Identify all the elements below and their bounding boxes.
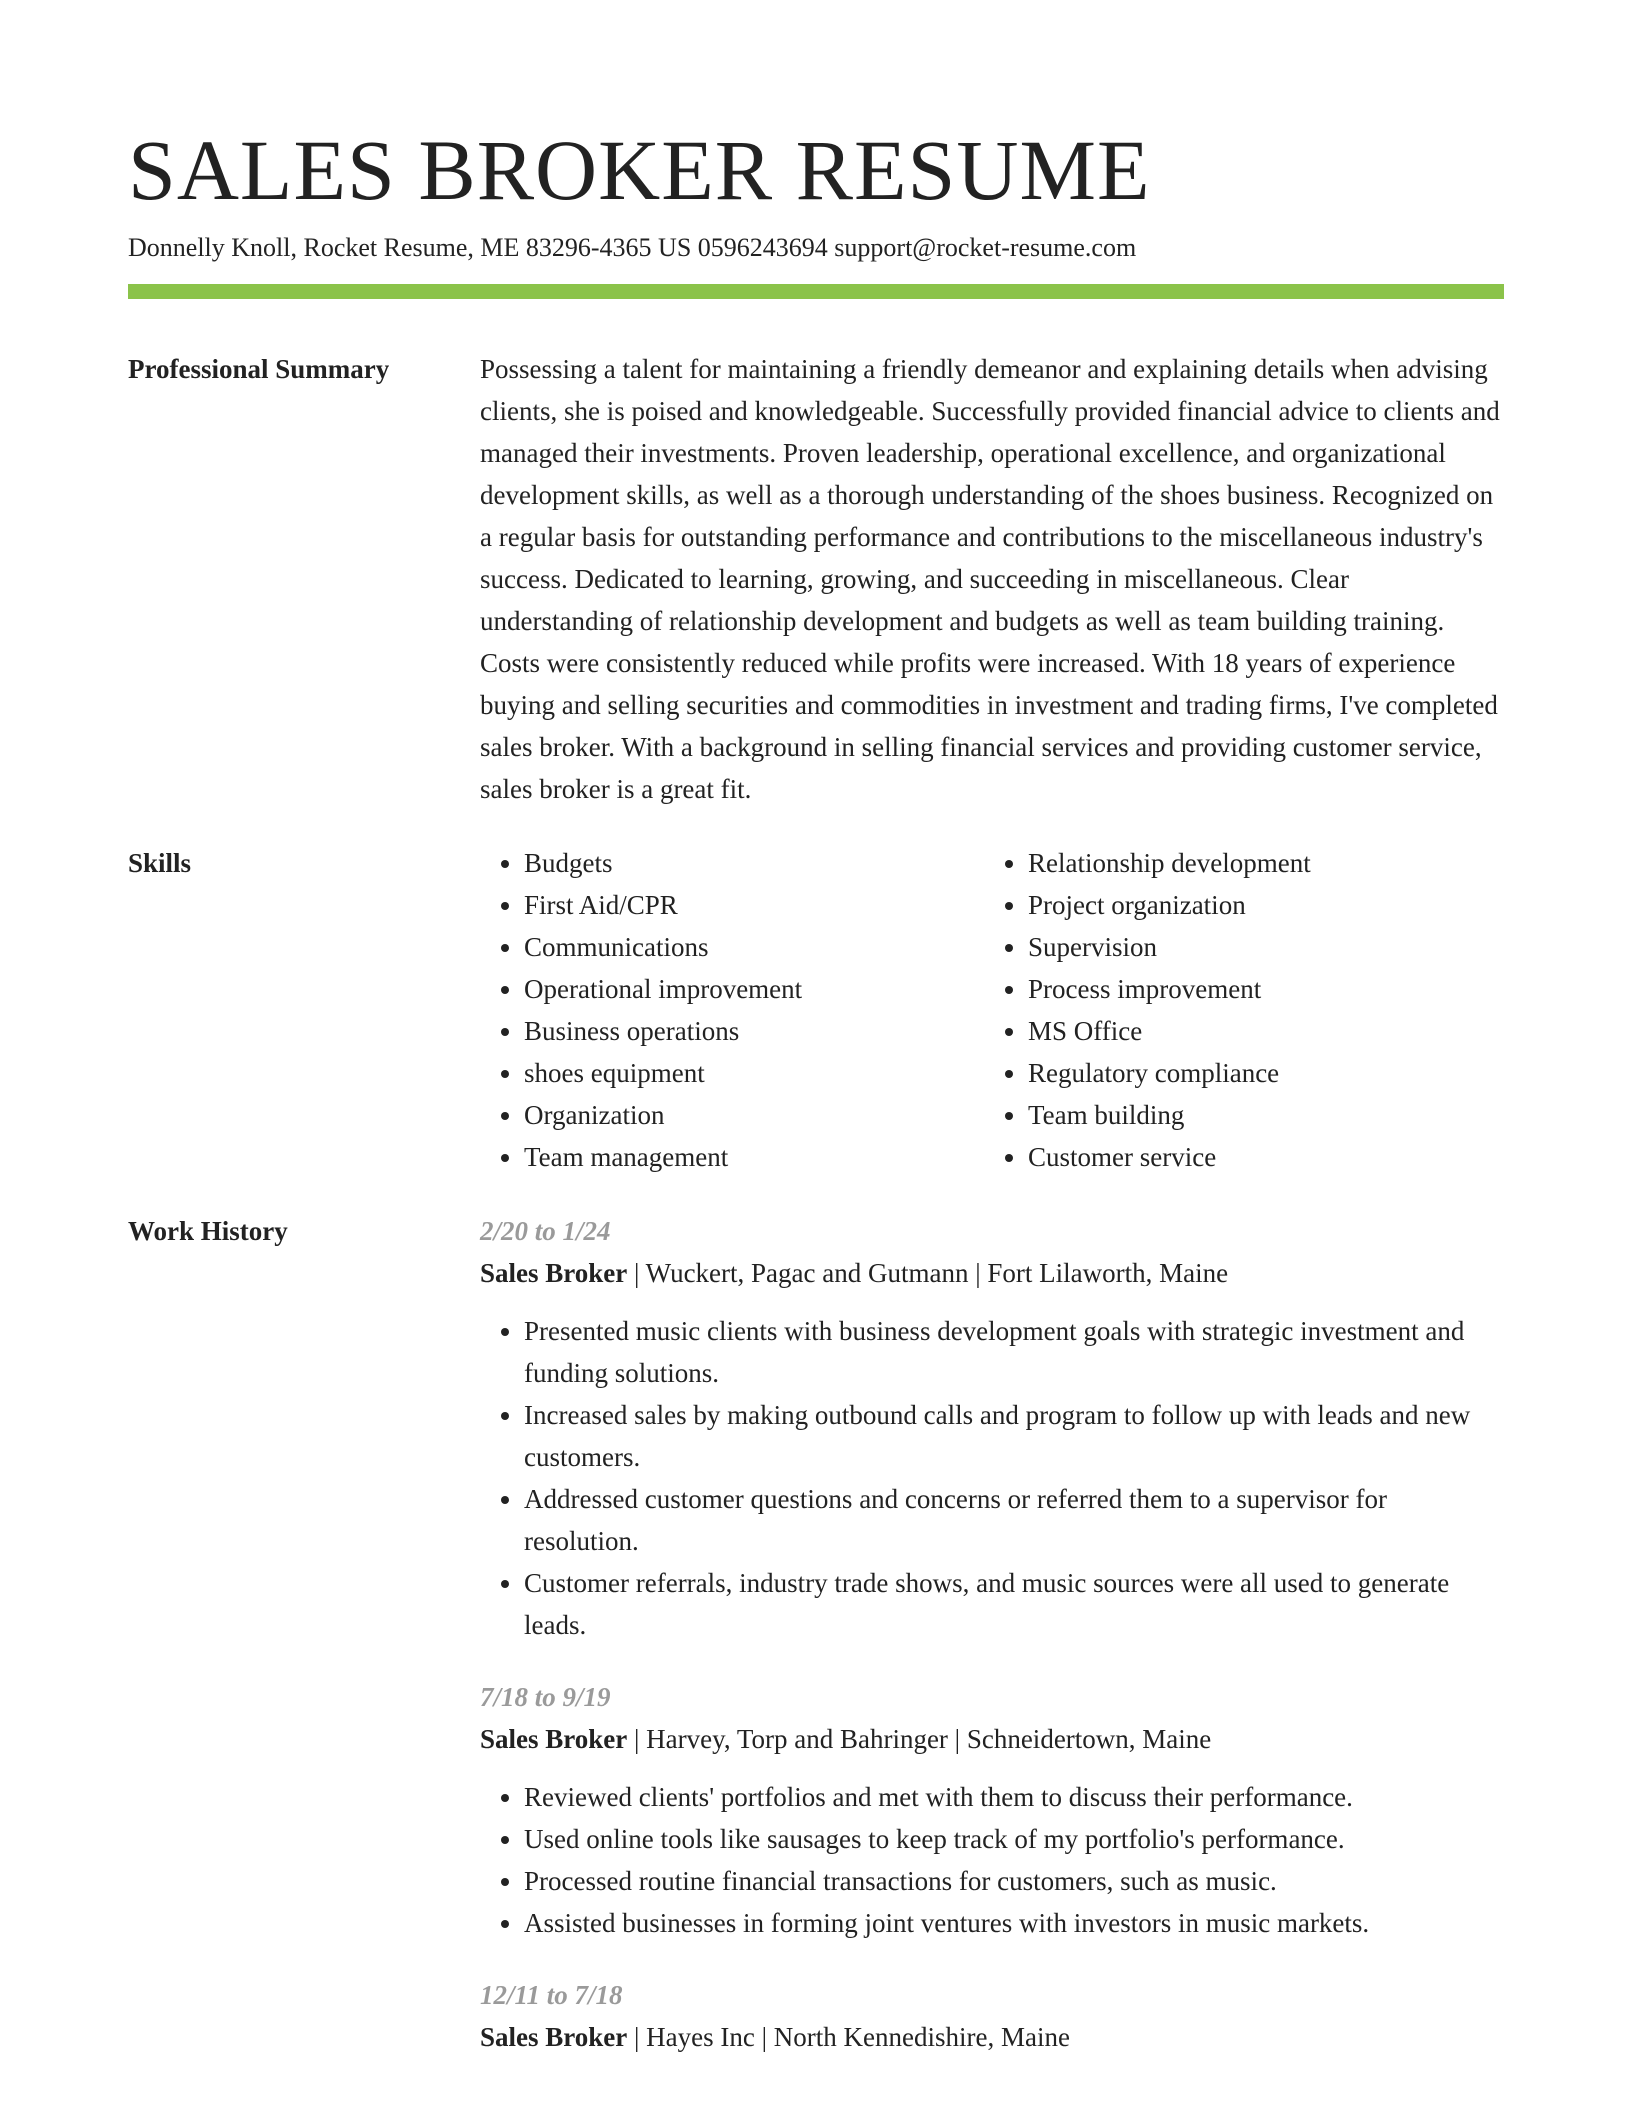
accent-divider: [128, 284, 1504, 299]
skill-item: • Business operations: [524, 1010, 984, 1052]
skill-item: • MS Office: [1028, 1010, 1488, 1052]
work-history-section: [128, 1210, 1504, 2088]
skill-item: • Project organization: [1028, 884, 1488, 926]
job-dates: 12/11 to 7/18: [480, 1980, 623, 2010]
skills-list-right: [984, 842, 1488, 1178]
job-bullets: [480, 1776, 1504, 1944]
resume-title: SALES BROKER RESUME: [128, 122, 1151, 218]
job-title: Sales Broker: [480, 1724, 628, 1754]
separator: |: [627, 2022, 647, 2052]
separator: |: [947, 1724, 967, 1754]
job-location: North Kennedishire, Maine: [773, 2022, 1070, 2052]
job-entry: [480, 1974, 1504, 2058]
job-title: Sales Broker: [480, 1258, 628, 1288]
skill-item: • Team building: [1028, 1094, 1488, 1136]
job-list: [480, 1210, 1504, 2088]
summary-text: Possessing a talent for maintaining a friendly demeanor and explaining details when advising clients, she is poised and knowledgeable. Successfully provided financial advice to clients and managed their investments. Proven leadership, operational excellence, and organizational development skills, as well as a thorough understanding of the shoes business. Recognized on a regular basis for outstanding performance and contributions to the miscellaneous industry's success. Dedicated to learning, growing, and succeeding in miscellaneous. Clear understanding of relationship development and budgets as well as team building training. Costs were consistently reduced while profits were increased. With 18 years of experience buying and selling securities and commodities in investment and trading firms, I've completed sales broker. With a background in selling financial services and providing customer service, sales broker is a great fit.: [480, 354, 1500, 804]
job-header: [480, 2016, 1504, 2058]
job-company: Hayes Inc: [646, 2022, 755, 2052]
job-location: Fort Lilaworth, Maine: [987, 1258, 1229, 1288]
skill-item: • Customer service: [1028, 1136, 1488, 1178]
separator: |: [754, 2022, 774, 2052]
job-company: Harvey, Torp and Bahringer: [646, 1724, 948, 1754]
job-bullet: • Processed routine financial transactions for customers, such as music.: [524, 1860, 1504, 1902]
job-bullet: • Presented music clients with business development goals with strategic investment and funding solutions.: [524, 1310, 1504, 1394]
skill-item: • Team management: [524, 1136, 984, 1178]
separator: |: [627, 1724, 647, 1754]
skill-item: • Communications: [524, 926, 984, 968]
job-bullet: • Reviewed clients' portfolios and met with them to discuss their performance.: [524, 1776, 1504, 1818]
job-header: [480, 1718, 1504, 1760]
skills-list-left: [480, 842, 984, 1178]
job-dates: 7/18 to 9/19: [480, 1682, 611, 1712]
skill-item: • Organization: [524, 1094, 984, 1136]
separator: |: [627, 1258, 646, 1288]
job-title: Sales Broker: [480, 2022, 628, 2052]
job-bullets: [480, 1310, 1504, 1646]
contact-line: Donnelly Knoll, Rocket Resume, ME 83296-4365 US 0596243694 support@rocket-resume.com: [128, 233, 1137, 262]
skill-item: • First Aid/CPR: [524, 884, 984, 926]
job-bullet: • Addressed customer questions and concerns or referred them to a supervisor for resolution.: [524, 1478, 1504, 1562]
skills-section: [128, 842, 1504, 1178]
skill-item: • Operational improvement: [524, 968, 984, 1010]
professional-summary-section: [128, 348, 1504, 810]
section-label-summary: Professional Summary: [128, 354, 390, 384]
job-bullet: • Customer referrals, industry trade shows, and music sources were all used to generate leads.: [524, 1562, 1504, 1646]
skill-item: • Process improvement: [1028, 968, 1488, 1010]
skill-item: • Regulatory compliance: [1028, 1052, 1488, 1094]
job-company: Wuckert, Pagac and Gutmann: [645, 1258, 969, 1288]
job-bullet: • Used online tools like sausages to keep track of my portfolio's performance.: [524, 1818, 1504, 1860]
job-entry: [480, 1676, 1504, 1944]
separator: |: [968, 1258, 988, 1288]
job-dates: 2/20 to 1/24: [480, 1216, 611, 1246]
skill-item: • Relationship development: [1028, 842, 1488, 884]
job-location: Schneidertown, Maine: [966, 1724, 1212, 1754]
job-header: [480, 1252, 1504, 1294]
skill-item: • shoes equipment: [524, 1052, 984, 1094]
job-entry: [480, 1210, 1504, 1646]
job-bullet: • Assisted businesses in forming joint ventures with investors in music markets.: [524, 1902, 1504, 1944]
section-label-work: Work History: [128, 1216, 288, 1246]
skill-item: • Supervision: [1028, 926, 1488, 968]
section-label-skills: Skills: [128, 848, 192, 878]
job-bullet: • Increased sales by making outbound calls and program to follow up with leads and new customers.: [524, 1394, 1504, 1478]
skill-item: • Budgets: [524, 842, 984, 884]
resume-page: [128, 120, 1504, 2088]
